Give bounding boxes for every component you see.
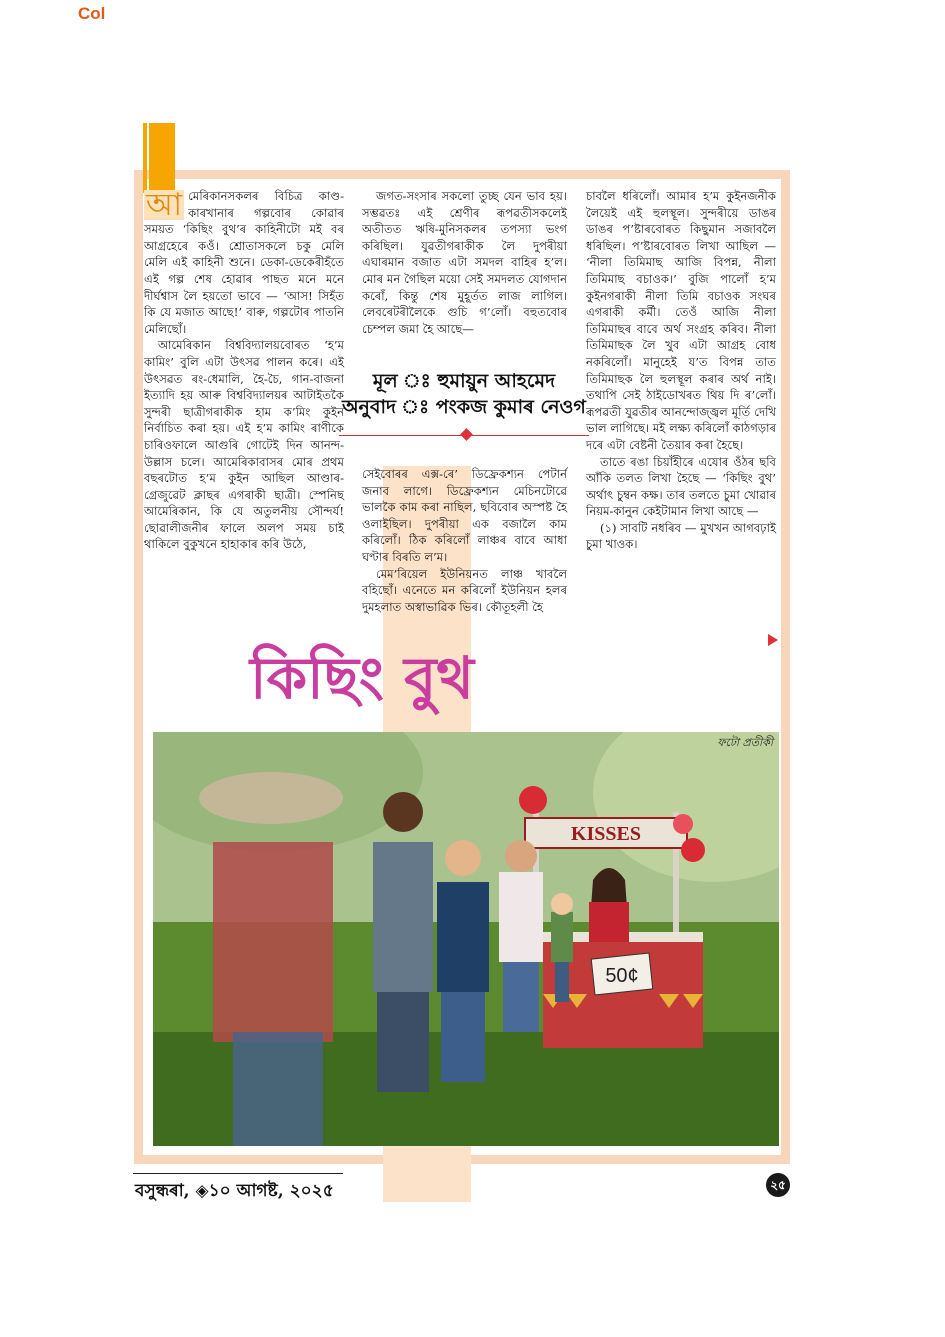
paragraph: জগত-সংসাৰ সকলো তুচ্ছ যেন ভাব হয়। সম্ভৱতঃ এই শ্ৰেণীৰ ৰূপৱতীসকলেই অতীতত ঋষি-মুনিসকলৰ তপস্যা ভংগ কৰিছিল। যুৱতীগৰাকীক লৈ দুপৰীয়া এঘাৰমান বজাত এটা সমদল বাহিৰ হ’ল। মোৰ মন গৈছিল ময়ো সেই সমদলত যোগদান কৰোঁ, কিন্তু শেষ মুহূৰ্তত লাজ লাগিল। লেবৰেটৰীলৈকে গুচি গ’লোঁ। বহুতবোৰ চেম্পল জমা হৈ আছে— xyxy=(362,189,567,336)
article-column-2 xyxy=(362,188,567,337)
article-photo xyxy=(153,732,779,1146)
kissing-booth-illustration xyxy=(153,732,779,1146)
booth-sign: KISSES xyxy=(570,823,642,845)
article-title: কিছিং বুথ xyxy=(250,644,474,712)
paragraph: মেৰিকানসকলৰ বিচিত্ৰ কাণ্ড-কাৰখানাৰ গল্পবোৰ কোৱাৰ সময়ত ‘কিছিং বুথ’ৰ কাহিনীটো মই বৰ আগ্ৰহেৰে কওঁ। শ্ৰোতাসকলে চকু মেলি মেলি এই কাহিনী শুনে। ডেকা-ডেকেৰীহঁতে এই গল্প শেষ হোৱাৰ পাছত মনে মনে দীৰ্ঘশ্বাস লৈ হয়তো ভাবে — ‘আস! সিহঁত কি যে মজাত আছে!’ বাৰু, গল্পটোৰ পাতনি মেলিছোঁ। xyxy=(144,189,344,336)
footer-rule xyxy=(133,1173,343,1174)
byline xyxy=(339,368,589,420)
paragraph: (১) সাবটি নধৰিব — মুখখন আগবঢ়াই চুমা খাওক। xyxy=(586,520,776,552)
paragraph: চাবলৈ ধৰিলোঁ। আমাৰ হ’ম কুইনজনীক লৈয়েই এই হুলস্থূল। সুন্দৰীয়ে ডাঙৰ ডাঙৰ প’ষ্টাৰবোৰত কিছুমান সজাবলৈ ধৰিছিল। প’ষ্টাৰবোৰত লিখা আছিল — ‘নীলা তিমিমাছ আজি বিপন্ন, নীলা তিমিমাছ বচাওক।’ বুজি পালোঁ হ’ম কুইনগৰাকী নীলা তিমি বচাওক সংঘৰ এগৰাকী কৰ্মী। তেওঁ আজি নীলা তিমিমাছৰ বাবে অৰ্থ সংগ্ৰহ কৰিব। নীলা তিমিমাছক লৈ খুব এটা আগ্ৰহ বোধ নকৰিলোঁ। মানুহেই য’ত বিপন্ন তাত তিমিমাছক লৈ হুলস্থূল কৰাৰ অৰ্থ নাই। তথাপি সেই ঠাইডোখৰত থিয় দি ৰ’লোঁ। ৰূপৱতী যুৱতীৰ আনন্দোজ্জ্বল মূৰ্তি দেখি ভাল লাগিছে। মই লক্ষ্য কৰিলোঁ কাঠগড়াৰ দৰে এটা বেষ্টনী তৈয়াৰ কৰা হৈছে। xyxy=(586,189,776,452)
paragraph: মেম’ৰিয়েল ইউনিয়নত লাঞ্চ খাবলৈ বহিছোঁ। এনেতে মন কৰিলোঁ ইউনিয়ন হলৰ দুমহলাত অস্বাভাৱিক ভিৰ। কৌতূহলী হৈ xyxy=(362,566,567,614)
byline-original-author: মূল ঃ হুমায়ুন আহমেদ xyxy=(372,370,556,392)
paragraph: তাতে ৰঙা চিয়াঁহীৰে এযোৰ ওঁঠৰ ছবি আঁকি তলত লিখা হৈছে — ‘কিছিং বুথ’ অৰ্থাৎ চুম্বন কক্ষ। তাৰ তলতে চুমা খোৱাৰ নিয়ম-কানুন কেইটামান লিখা আছে — xyxy=(586,454,776,519)
price-sign: 50¢ xyxy=(605,965,639,987)
accent-line xyxy=(143,123,147,193)
photo-credit: ফটো প্ৰতীকী xyxy=(717,736,773,749)
article-column-2-continued xyxy=(362,466,567,615)
woman-at-booth xyxy=(589,868,629,942)
footer-publication-date: বসুন্ধৰা, ◈১০ আগষ্ট, ২০২৫ xyxy=(135,1181,334,1201)
paragraph: আমেৰিকান বিশ্ববিদ্যালয়বোৰত ‘হ’ম কামিং’ বুলি এটা উৎসৱ পালন কৰে। এই উৎসৱত ৰং-ধেমালি, হৈ-চৈ, গান-বাজনা ইত্যাদি হয় আৰু বিশ্ববিদ্যালয়ৰ আটাইতকৈ সুন্দৰী ছাত্ৰীগৰাকীক হাম ক’মিং কুইন নিৰ্বাচিত কৰা হয়। এই হ’ম কামিং ৰাণীকে চাৰিওফালে আগুৰি গোটেই দিন আনন্দ-উল্লাস চলে। আমেৰিকাবাসৰ মোৰ প্ৰথম বছৰটোত হ’ম কুইন আছিল আণ্ডাৰ-গ্ৰেজুৱেট ক্লাছৰ এগৰাকী ছাত্ৰী। স্পেনিছ আমেৰিকান, কি যে অতুলনীয় সৌন্দৰ্য! ছোৱালীজনীৰ ফালে অলপ সময় চাই থাকিলে বুকুখনে হাহাকাৰ কৰি উঠে, xyxy=(144,338,344,552)
continue-arrow-icon xyxy=(768,634,778,646)
byline-translator: অনুবাদ ঃ পংকজ কুমাৰ নেওগ xyxy=(342,396,586,418)
corner-label: Col xyxy=(78,4,106,23)
page-number: ২৫ xyxy=(766,1173,790,1197)
paragraph: সেইবোৰৰ এক্স-ৰে’ ডিফ্ৰেকশ্যন পেটাৰ্ন জনাব লাগে। ডিফ্ৰেকশ্যন মেচিনটোৱে ভালকৈ কাম কৰা নাছিল, ছবিবোৰ অস্পষ্ট হৈ ওলাইছিল। দুপৰীয়া এক বজালৈ কাম কৰিলোঁ। ঠিক কৰিলোঁ লাঞ্চৰ বাবে আধা ঘণ্টাৰ বিৰতি ল’ম। xyxy=(362,467,567,564)
article-column-1 xyxy=(144,188,344,553)
dropcap: আ xyxy=(146,187,183,223)
article-column-3 xyxy=(586,188,776,553)
